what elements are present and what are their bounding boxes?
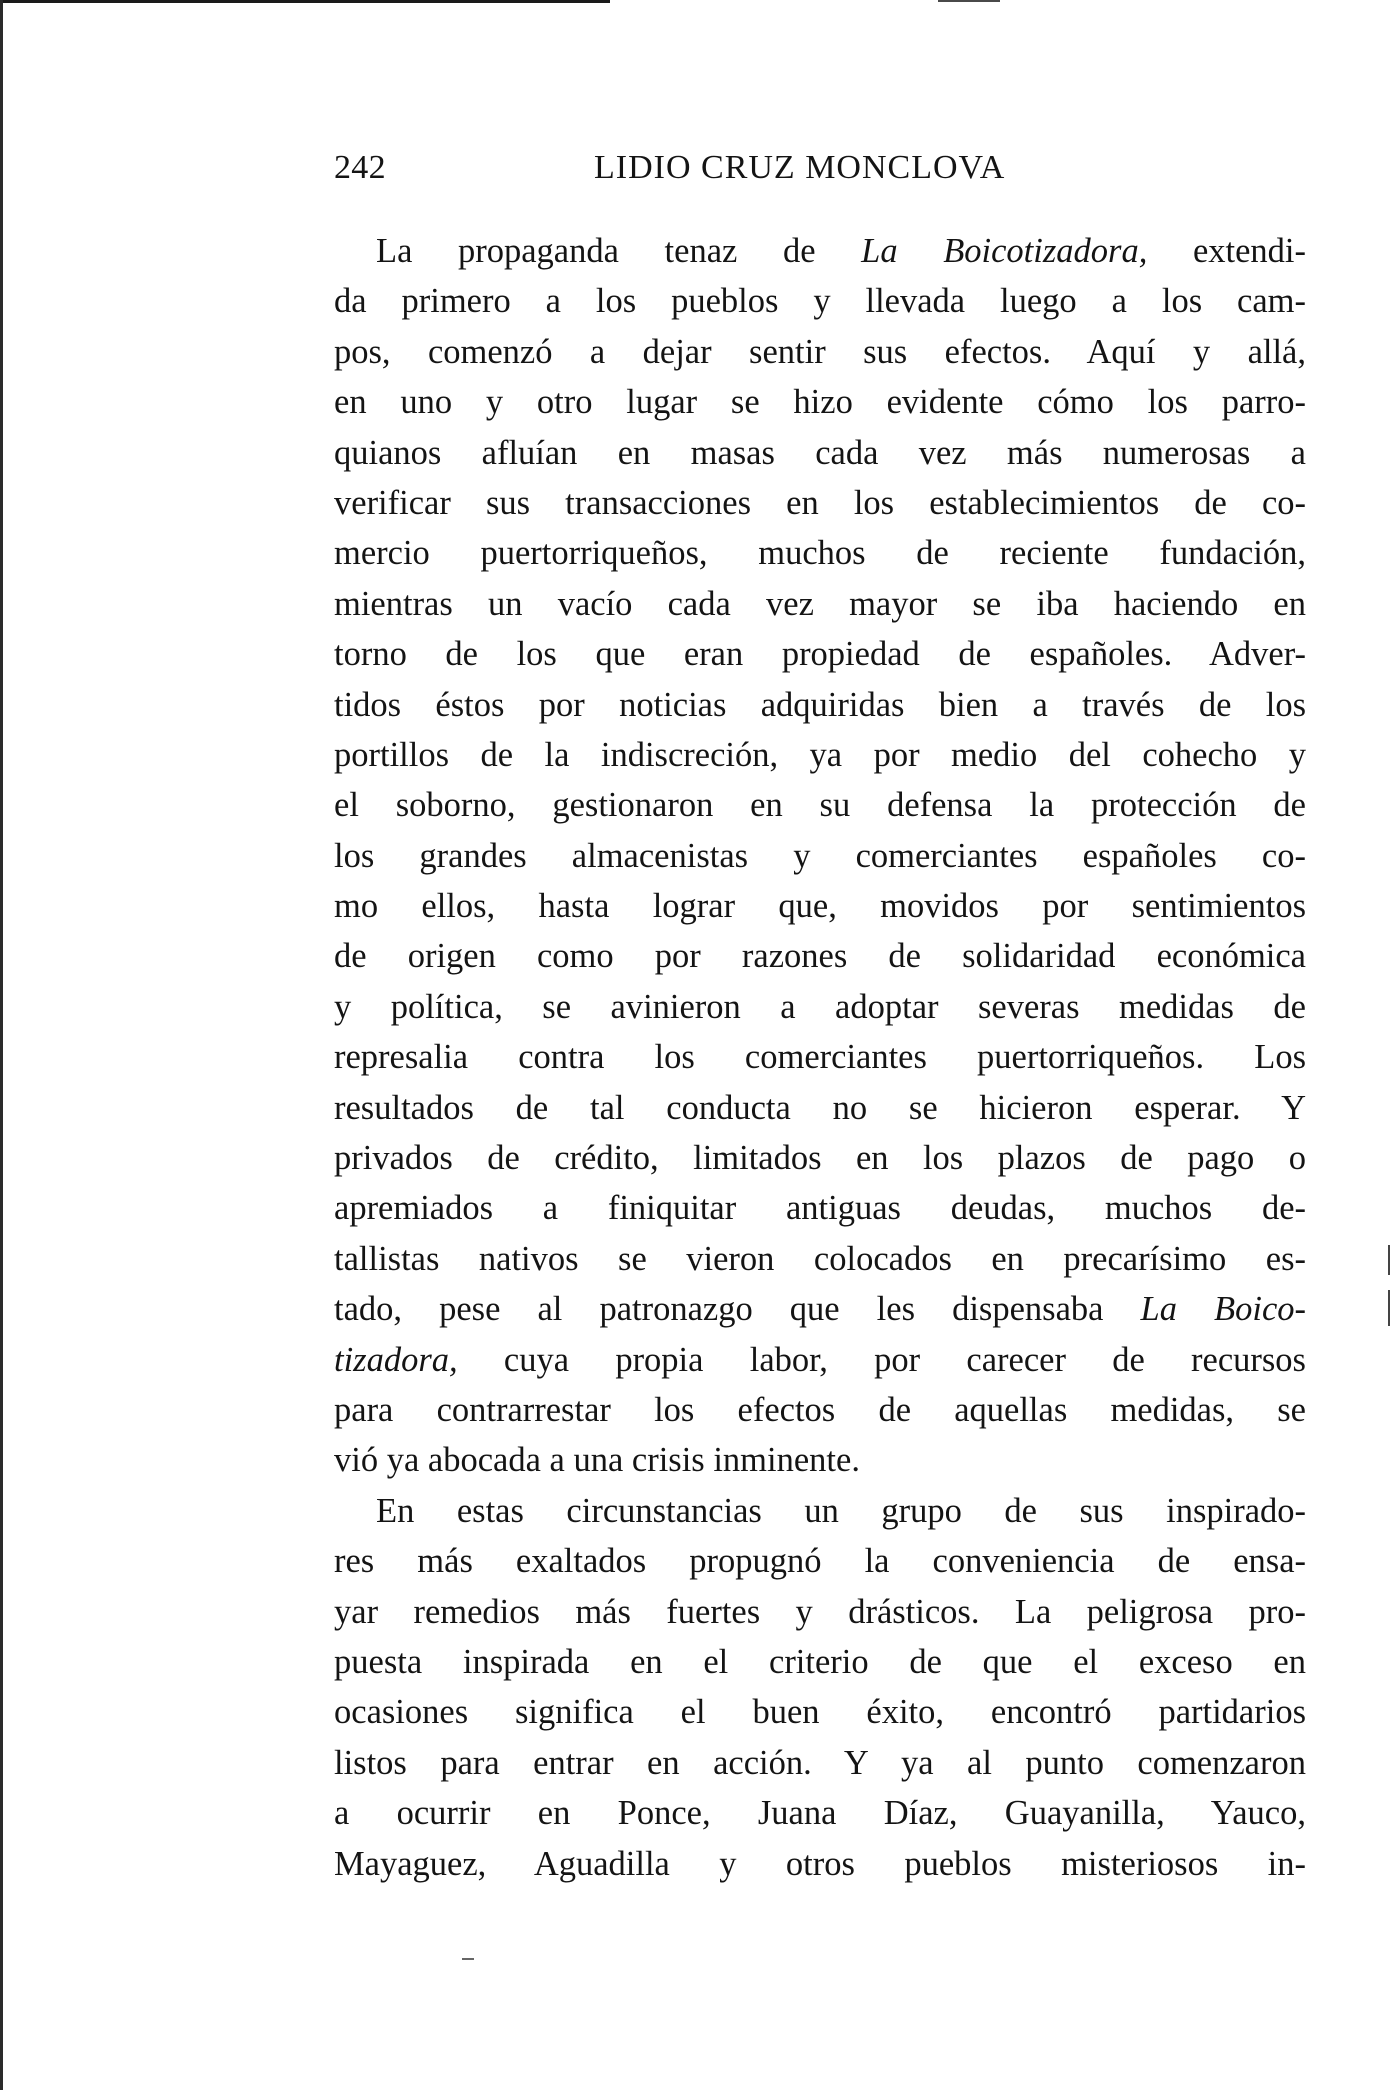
text-line: torno de los que eran propiedad de españoles. Adver- xyxy=(334,635,1306,674)
italic-title: tizadora, xyxy=(334,1340,458,1379)
text-line: Mayaguez, Aguadilla y otros pueblos misteriosos in- xyxy=(334,1844,1306,1883)
text-line: mientras un vacío cada vez mayor se iba haciendo en xyxy=(334,584,1306,623)
text-line: yar remedios más fuertes y drásticos. La peligrosa pro- xyxy=(334,1592,1306,1631)
paragraph-1 xyxy=(334,226,1306,1486)
text-line: puesta inspirada en el criterio de que el exceso en xyxy=(334,1642,1306,1681)
text-line: represalia contra los comerciantes puertorriqueños. Los xyxy=(334,1038,1306,1077)
text-line: apremiados a finiquitar antiguas deudas, muchos de- xyxy=(334,1189,1306,1228)
text-line: tizadora, cuya propia labor, por carecer de recursos xyxy=(334,1340,1306,1379)
scan-speck xyxy=(462,1958,474,1960)
text-line: los grandes almacenistas y comerciantes españoles co- xyxy=(334,836,1306,875)
text-line: mo ellos, hasta lograr que, movidos por sentimientos xyxy=(334,887,1306,926)
scan-top-rule xyxy=(0,0,610,3)
paragraph-2 xyxy=(334,1486,1306,1889)
body-text xyxy=(334,226,1306,1889)
text-line: portillos de la indiscreción, ya por medio del cohecho y xyxy=(334,735,1306,774)
page-header xyxy=(334,146,1334,190)
text-line: resultados de tal conducta no se hicieron esperar. Y xyxy=(334,1088,1306,1127)
running-head: LIDIO CRUZ MONCLOVA xyxy=(594,149,1006,186)
text-line: quianos afluían en masas cada vez más numerosas a xyxy=(334,433,1306,472)
text-line: para contrarrestar los efectos de aquellas medidas, se xyxy=(334,1390,1306,1429)
text-line: vió ya abocada a una crisis inminente. xyxy=(334,1441,860,1480)
text-line: a ocurrir en Ponce, Juana Díaz, Guayanilla, Yauco, xyxy=(334,1794,1306,1833)
italic-title: La Boico- xyxy=(1140,1290,1307,1329)
text-line: tidos éstos por noticias adquiridas bien a través de los xyxy=(334,685,1306,724)
text-line: tado, pese al patronazgo que les dispensaba La Boico- xyxy=(334,1290,1307,1329)
text-line: La propaganda tenaz de La Boicotizadora, extendi- xyxy=(376,232,1306,270)
scan-top-rule-fragment xyxy=(938,0,1000,2)
page-number: 242 xyxy=(334,149,386,186)
text-line: da primero a los pueblos y llevada luego a los cam- xyxy=(334,282,1306,321)
text-line: listos para entrar en acción. Y ya al punto comenzaron xyxy=(334,1743,1306,1782)
text-line: en uno y otro lugar se hizo evidente cómo los parro- xyxy=(334,383,1306,422)
text-line: privados de crédito, limitados en los plazos de pago o xyxy=(334,1139,1306,1178)
scan-left-edge xyxy=(0,0,3,2090)
text-line: En estas circunstancias un grupo de sus inspirado- xyxy=(376,1491,1306,1530)
text-line: mercio puertorriqueños, muchos de reciente fundación, xyxy=(334,534,1306,573)
text-line: pos, comenzó a dejar sentir sus efectos. Aquí y allá, xyxy=(334,332,1306,371)
text-line: de origen como por razones de solidaridad económica xyxy=(334,937,1306,976)
italic-title: La Boicotizadora, xyxy=(861,232,1148,270)
text-line: el soborno, gestionaron en su defensa la protección de xyxy=(334,786,1306,825)
text-line: ocasiones significa el buen éxito, encontró partidarios xyxy=(334,1693,1306,1732)
text-line: verificar sus transacciones en los establecimientos de co- xyxy=(334,483,1306,522)
text-line: y política, se avinieron a adoptar severas medidas de xyxy=(334,987,1306,1026)
text-line: tallistas nativos se vieron colocados en precarísimo es- xyxy=(334,1239,1306,1278)
text-line: res más exaltados propugnó la conveniencia de ensa- xyxy=(334,1542,1306,1581)
